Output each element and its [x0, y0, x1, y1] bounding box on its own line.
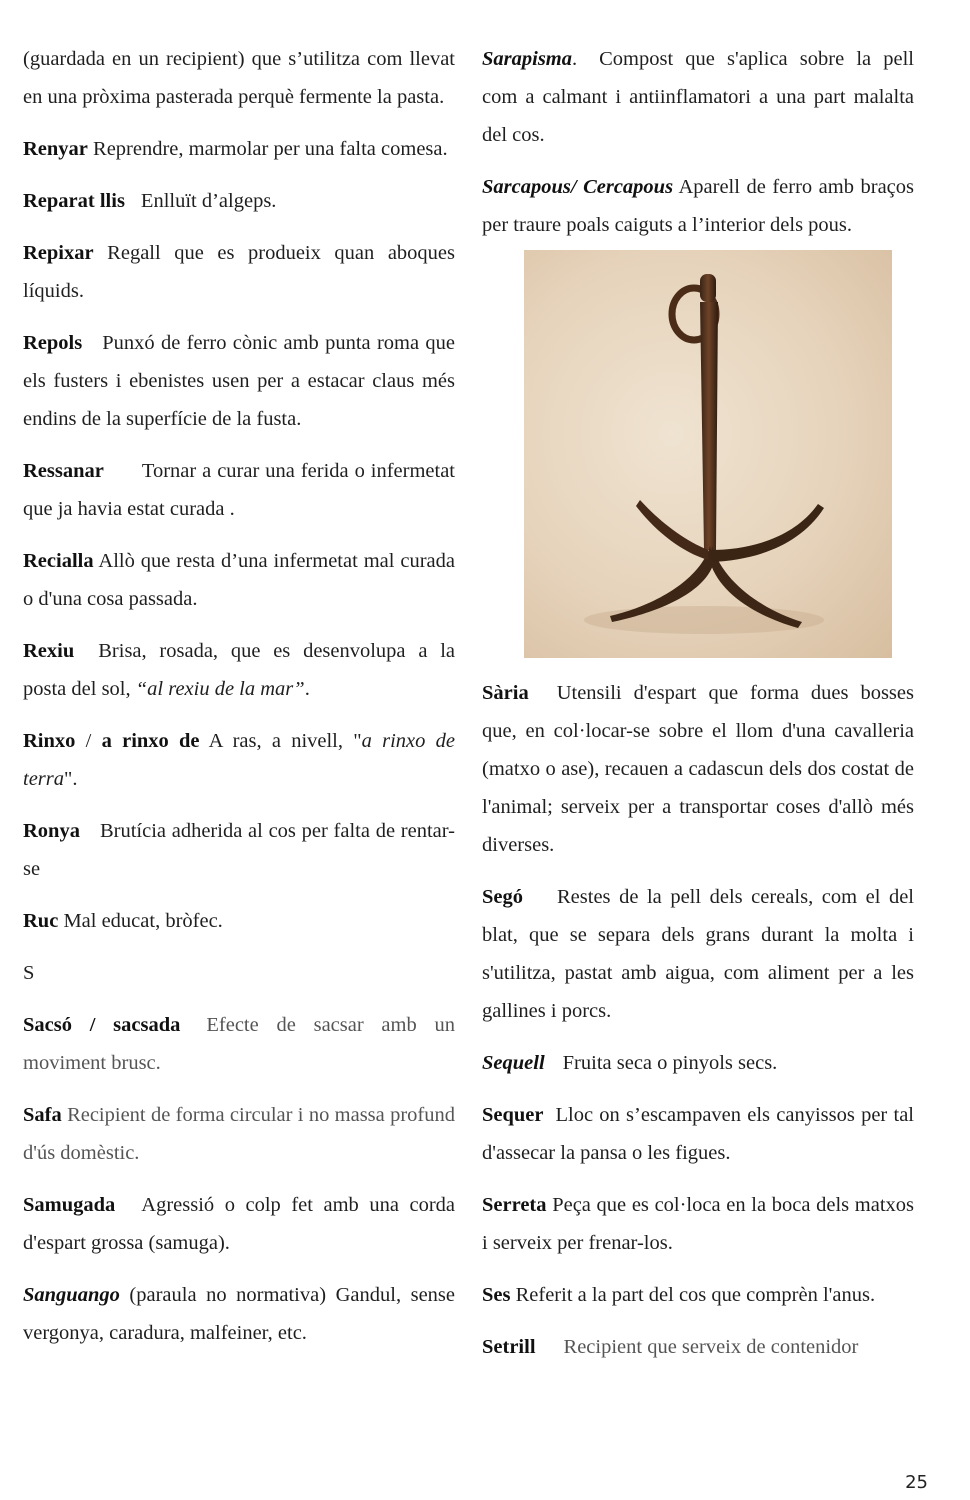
definition: (paraula no normativa) Gandul, sense vergonya, caradura, malfeiner, etc.	[23, 1284, 456, 1344]
term: Samugada	[23, 1194, 116, 1216]
definition: Reprendre, marmolar per una falta comesa.	[93, 138, 448, 160]
definition: Referit a la part del cos que comprèn l'anus.	[515, 1284, 876, 1306]
term: Renyar	[23, 138, 88, 160]
entry-sequell	[482, 1044, 914, 1082]
term: Rexiu	[23, 640, 75, 662]
definition: Utensili d'espart que forma dues bosses que, en col·locar-se sobre el llom d'una cavalleria (matxo o ase), recauen a cadascun dels dos costat de l'animal; serveix per a transportar coses d'allò més diverses.	[482, 682, 914, 856]
entry-reparat-llis	[23, 182, 455, 220]
term: Repols	[23, 332, 83, 354]
entry-saria	[482, 674, 914, 864]
term: Sequer	[482, 1104, 544, 1126]
definition: Efecte de sacsar amb un moviment brusc.	[23, 1014, 455, 1074]
term: Ronya	[23, 820, 80, 842]
entry-serreta	[482, 1186, 914, 1262]
definition: Mal educat, bròfec.	[63, 910, 223, 932]
term: Sarcapous/ Cercapous	[482, 176, 674, 198]
definition: Recipient de forma circular i no massa profund d'ús domèstic.	[23, 1104, 455, 1164]
entry-ronya	[23, 812, 455, 888]
definition: Brisa, rosada, que es desenvolupa a la posta del sol,	[23, 640, 455, 700]
entry-renyar	[23, 130, 455, 168]
term: Ses	[482, 1284, 511, 1306]
definition: A ras, a nivell, "	[208, 730, 362, 752]
grappling-hook-icon	[524, 250, 892, 658]
definition: Restes de la pell dels cereals, com el del blat, que se separa dels grans durant la molta i s'utilitza, pastat amb aigua, com aliment per a les gallines i porcs.	[482, 886, 914, 1022]
definition: Fruita seca o pinyols secs.	[562, 1052, 778, 1074]
entry-continuation: (guardada en un recipient) que s’utilitza com llevat en una pròxima pasterada perquè fermente la pasta.	[23, 48, 455, 108]
quote: a rinxo de terra	[23, 730, 455, 790]
term: Repixar	[23, 242, 94, 264]
entry-sego	[482, 878, 914, 1030]
term: Rinxo	[23, 730, 76, 752]
entry-setrill	[482, 1328, 914, 1366]
definition: Allò que resta d’una infermetat mal curada o d'una cosa passada.	[23, 550, 456, 610]
term: Recialla	[23, 550, 94, 572]
term: Sanguango	[23, 1284, 120, 1306]
definition: Punxó de ferro cònic amb punta roma que els fusters i ebenistes usen per a estacar claus més endins de la superfície de la fusta.	[23, 332, 455, 430]
section-letter: S	[23, 962, 35, 984]
quote: “al rexiu de la mar”	[135, 678, 305, 700]
term: Serreta	[482, 1194, 547, 1216]
definition: Aparell de ferro amb braços per traure poals caiguts a l’interior dels pous.	[482, 176, 915, 236]
entry-sanguango	[23, 1276, 455, 1352]
left-column	[23, 40, 455, 1366]
term: Sarapisma	[482, 48, 572, 70]
definition: Recipient que serveix de contenidor	[563, 1336, 859, 1358]
definition: Brutícia adherida al cos per falta de rentar-se	[23, 820, 455, 880]
entry-ressanar	[23, 452, 455, 528]
entry-rinxo: Rinxo / a rinxo de A ras, a nivell, "a rinxo de terra".	[23, 730, 455, 790]
entry-repols	[23, 324, 455, 438]
entry-sacso	[23, 1006, 455, 1082]
grappling-hook-photo	[524, 250, 892, 658]
entry-repixar	[23, 234, 455, 310]
definition: Peça que es col·loca en la boca dels matxos i serveix per frenar-los.	[482, 1194, 915, 1254]
definition: Lloc on s’escampaven els canyissos per tal d'assecar la pansa o les figues.	[482, 1104, 914, 1164]
term: Sequell	[482, 1052, 545, 1074]
term: Setrill	[482, 1336, 536, 1358]
entry-sequer	[482, 1096, 914, 1172]
entry-ses	[482, 1276, 914, 1314]
entry-recialla	[23, 542, 455, 618]
definition: Compost que s'aplica sobre la pell com a calmant i antiinflamatori a una part malalta del cos.	[482, 48, 914, 146]
entry-rexiu: Rexiu Brisa, rosada, que es desenvolupa a la posta del sol, “al rexiu de la mar”.	[23, 640, 455, 700]
entry-sarapisma: Sarapisma. Compost que s'aplica sobre la pell com a calmant i antiinflamatori a una part malalta del cos.	[482, 48, 914, 146]
term: Segó	[482, 886, 523, 908]
term: Ruc	[23, 910, 59, 932]
definition: Enlluït d’algeps.	[140, 190, 277, 212]
definition: Agressió o colp fet amb una corda d'espart grossa (samuga).	[23, 1194, 455, 1254]
term-variant: a rinxo de	[101, 730, 200, 752]
term: Sacsó / sacsada	[23, 1014, 181, 1036]
definition: Regall que es produeix quan aboques líquids.	[23, 242, 456, 302]
right-column	[482, 40, 914, 1380]
term: Sària	[482, 682, 529, 704]
term: Reparat llis	[23, 190, 125, 212]
entry-safa	[23, 1096, 455, 1172]
term: Ressanar	[23, 460, 104, 482]
page-number: 25	[905, 1472, 928, 1493]
entry-samugada	[23, 1186, 455, 1262]
entry-ruc	[23, 902, 455, 940]
term: Safa	[23, 1104, 62, 1126]
definition: Tornar a curar una ferida o infermetat que ja havia estat curada .	[23, 460, 455, 520]
entry-sarcapous	[482, 168, 914, 244]
